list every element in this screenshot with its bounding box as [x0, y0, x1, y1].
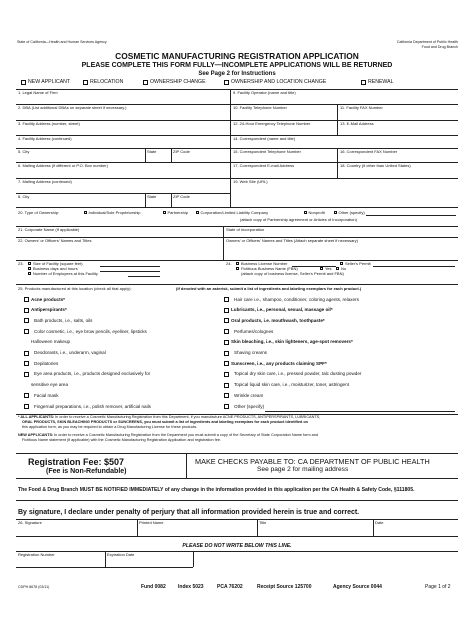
- left-product-label: Fingernail preparations, i.e., polish remover, artificial nails: [34, 403, 151, 409]
- all-applicants-text-3: this application form, as you may be required to obtain a Drug Manufacturing License for these products.: [22, 425, 198, 429]
- rule: [16, 519, 458, 520]
- right-product-label: Topical dry skin care, i.e., pressed powder, talc dusting powder: [234, 371, 362, 377]
- field-24-number: 24.: [226, 261, 232, 266]
- field-23-number: 23.: [18, 261, 24, 266]
- ownership-other-checkbox[interactable]: [334, 211, 337, 214]
- ownership-location-checkbox[interactable]: [224, 80, 229, 85]
- left-product-label: Antiperspirants*: [31, 307, 67, 313]
- date-field[interactable]: Date: [375, 520, 384, 525]
- right-product-checkbox[interactable]: [224, 404, 229, 409]
- form-title: COSMETIC MANUFACTURING REGISTRATION APPLICATION: [115, 51, 359, 61]
- title-field[interactable]: Title: [259, 520, 267, 525]
- rule: [16, 551, 458, 552]
- right-product-label: Skin bleaching, i.e., skin lighteners, age-spot removers*: [231, 339, 353, 345]
- rule: [337, 148, 338, 178]
- ownership-individual-label: Individual/Sole Proprietorship: [88, 210, 141, 215]
- left-product-checkbox[interactable]: [24, 329, 29, 334]
- renewal-label: RENEWAL: [368, 79, 394, 85]
- sellers-permit-label: Seller's Permit: [345, 261, 371, 266]
- right-product-checkbox[interactable]: [224, 340, 229, 345]
- ownership-attach-note: (attach copy of Partnership agreement or Articles of Incorporation): [240, 217, 357, 222]
- right-product-checkbox[interactable]: [224, 351, 229, 356]
- left-product-label: Depilatories: [34, 360, 59, 366]
- agency-source: Agency Source 0044: [333, 584, 382, 590]
- right-product-label: Oral products, i.e. mouthwash, toothpaste*: [231, 317, 325, 323]
- all-applicants-text-1: In order to receive a Cosmetic Manufacturing Registration from this Department, if you manufacture ACNE PRODUCTS, ANTIPERSPIRANTS, LUBRICANTS,: [55, 415, 321, 419]
- ownership-corporation-label: Corporation/Limited Liability Company: [200, 210, 269, 215]
- ownership-location-label: OWNERSHIP AND LOCATION CHANGE: [231, 79, 327, 85]
- signature-field[interactable]: 26. Signature: [18, 520, 42, 525]
- ownership-change-checkbox[interactable]: [143, 80, 148, 85]
- fee-non-refundable: (Fee is Non-Refundable): [46, 468, 127, 475]
- do-not-write-notice: PLEASE DO NOT WRITE BELOW THIS LINE.: [182, 543, 292, 549]
- rule: [193, 551, 194, 567]
- left-product-checkbox[interactable]: [24, 404, 29, 409]
- all-applicants-label: * ALL APPLICANTS:: [18, 415, 55, 419]
- left-product-label: Acne products*: [31, 296, 65, 302]
- ownership-corporation-checkbox[interactable]: [196, 211, 199, 214]
- pca-code: PCA 76202: [217, 584, 243, 590]
- right-product-checkbox[interactable]: [224, 361, 229, 366]
- checks-payable: MAKE CHECKS PAYABLE TO: CA DEPARTMENT OF PUBLIC HEALTH: [195, 457, 430, 466]
- field-facility-operator[interactable]: 9. Facility Operator (name and title): [233, 90, 296, 95]
- left-product-checkbox[interactable]: [24, 351, 29, 356]
- fbn-label: Fictitious Business Name (FBN): [241, 266, 298, 271]
- left-product-checkbox[interactable]: [24, 297, 29, 302]
- sellers-permit-checkbox[interactable]: [340, 262, 343, 265]
- field-country[interactable]: 18. Country (if other than United States): [340, 163, 411, 168]
- field-mailing-state[interactable]: State: [147, 194, 157, 199]
- rule: [16, 478, 458, 479]
- rule: [16, 500, 458, 501]
- business-license-label: Business License Number: [241, 261, 288, 266]
- left-product-label: Eye area products, i.e., products designed exclusively for: [34, 371, 151, 377]
- expiration-date-field: Expiration Date: [107, 552, 135, 557]
- right-product-label: Wrinkle cream: [234, 392, 264, 398]
- printed-name-field[interactable]: Printed Name: [139, 520, 164, 525]
- page-number: Page 1 of 2: [425, 584, 451, 590]
- new-applicants-text-1: In order to receive a Cosmetic Manufacturing Registration from the Department you must submit a copy of the Secretary of State Corporation Name form and: [54, 433, 319, 437]
- rule: [16, 207, 458, 208]
- ownership-partnership-checkbox[interactable]: [163, 211, 166, 214]
- fbn-yes-checkbox[interactable]: [320, 267, 323, 270]
- right-product-checkbox[interactable]: [224, 308, 229, 313]
- relocation-label: RELOCATION: [90, 79, 124, 85]
- field-state[interactable]: State: [147, 149, 157, 154]
- ownership-nonprofit-checkbox[interactable]: [304, 211, 307, 214]
- field-corporate-name[interactable]: 21. Corporate Name (If applicable): [18, 227, 80, 232]
- agency-name: State of California—Health and Human Services Agency: [17, 40, 107, 44]
- fbn-no-label: No: [341, 266, 347, 271]
- field-email[interactable]: 13. E-Mail Address: [340, 121, 374, 126]
- right-product-checkbox[interactable]: [224, 318, 229, 323]
- new-applicants-label: NEW APPLICANTS:: [18, 433, 54, 437]
- right-product-label: Perfumes/colognes: [234, 328, 274, 334]
- rule: [145, 148, 146, 162]
- field-dba[interactable]: 2. DBA (List additional DBAs on separate sheet if necessary.): [18, 105, 127, 110]
- business-hours-line[interactable]: [100, 271, 160, 272]
- facility-size-checkbox[interactable]: [28, 262, 31, 265]
- right-product-checkbox[interactable]: [224, 393, 229, 398]
- department-name: California Department of Public Health: [396, 40, 458, 44]
- mailing-address-note: See page 2 for mailing address: [257, 466, 349, 473]
- right-product-checkbox[interactable]: [224, 329, 229, 334]
- sellers-permit-line[interactable]: [373, 266, 455, 267]
- field-legal-name[interactable]: 1. Legal Name of Firm: [18, 90, 58, 95]
- field-mailing-zip[interactable]: ZIP Code: [173, 194, 190, 199]
- ownership-partnership-label: Partnership: [167, 210, 188, 215]
- field-state-incorporation[interactable]: State of Incorporation: [226, 227, 265, 232]
- field-zip[interactable]: ZIP Code: [173, 149, 190, 154]
- right-product-label: Hair care i.e., shampoo, conditioner, coloring agents, relaxers: [234, 296, 359, 302]
- right-product-label: Other (specify): [234, 403, 265, 409]
- field-correspondent-email[interactable]: 17. Correspondent E-mail Address: [233, 163, 295, 168]
- fbn-no-checkbox[interactable]: [336, 267, 339, 270]
- rule: [105, 551, 106, 567]
- field-city[interactable]: 5. City: [18, 149, 30, 154]
- rule: [145, 193, 146, 207]
- left-product-label: Bath products, i.e., salts, oils: [34, 317, 93, 323]
- field-owners-right[interactable]: Owners' or Officers' Names and Titles (Attach separate sheet if necessary): [226, 238, 358, 243]
- left-product-label: Facial mask: [34, 392, 59, 398]
- right-product-label: Shaving creams: [234, 350, 267, 355]
- right-product-label: Sunscreen, i.e., any products claiming SPF*: [231, 360, 327, 366]
- right-product-checkbox[interactable]: [224, 383, 229, 388]
- field-facility-phone[interactable]: 10. Facility Telephone Number: [233, 105, 287, 110]
- rule: [171, 148, 172, 162]
- rule: [186, 453, 187, 478]
- field-correspondent[interactable]: 14. Correspondent (name and title): [233, 136, 296, 141]
- all-applicants-text-2: ORAL PRODUCTS, SKIN BLEACHING PRODUCTS or SUNCREENS, you must submit a list of ingredients and labeling exemplars for each product identified on: [22, 420, 308, 424]
- new-applicant-label: NEW APPLICANT: [28, 79, 71, 85]
- field-facility-fax[interactable]: 11. Facility FAX Number: [340, 105, 383, 110]
- new-applicant-checkbox[interactable]: [21, 80, 26, 85]
- left-product-checkbox[interactable]: [24, 393, 29, 398]
- business-hours-checkbox[interactable]: [28, 267, 31, 270]
- other-specify-line[interactable]: [265, 411, 455, 412]
- ownership-change-label: OWNERSHIP CHANGE: [150, 79, 206, 85]
- notify-statement: The Food & Drug Branch MUST BE NOTIFIED IMMEDIATELY of any change in the information provided in this application per the CA Health & Safety Code, §111805.: [18, 487, 415, 493]
- field-owners[interactable]: 22. Owners' or Officers' Names and Titles: [18, 238, 92, 243]
- rule: [16, 148, 230, 149]
- left-product-label: Halloween makeup: [31, 339, 71, 345]
- left-product-label: Deodorants, i.e., underarm, vaginal: [34, 350, 106, 355]
- field-mailing-city[interactable]: 8. City: [18, 194, 30, 199]
- form-number: CDPH 8678 (03/11): [18, 585, 50, 589]
- field-emergency-phone[interactable]: 12. 24-Hour Emergency Telephone Number: [233, 121, 311, 126]
- registration-number-field: Registration Number: [18, 552, 55, 557]
- receipt-source: Receipt Source 125700: [257, 584, 312, 590]
- business-license-checkbox[interactable]: [236, 262, 239, 265]
- field-mailing-address[interactable]: 6. Mailing Address (if different or P.O. Box number): [18, 163, 108, 168]
- left-product-checkbox[interactable]: [24, 372, 29, 377]
- rule: [16, 536, 458, 537]
- field-website[interactable]: 19. Web Site (URL): [233, 179, 268, 184]
- index-code: Index 5023: [178, 584, 204, 590]
- instructions-note: See Page 2 for Instructions: [198, 71, 276, 77]
- new-applicants-text-2: Fictitious Name statement (if applicable) with the Cosmetic Manufacturing Registration Application and registration fee.: [22, 438, 222, 442]
- relocation-checkbox[interactable]: [83, 80, 88, 85]
- rule: [223, 226, 224, 260]
- right-product-label: Lubricants, i.e., personal, sexual, massage oil*: [231, 307, 333, 313]
- left-product-checkbox[interactable]: [24, 308, 29, 313]
- field-facility-address[interactable]: 3. Facility Address (number, street): [18, 121, 80, 126]
- branch-name: Food and Drug Branch: [421, 45, 458, 49]
- products-note: (If denoted with an asterisk, submit a list of ingredients and labeling exemplars for each product.): [176, 286, 362, 291]
- field-correspondent-fax[interactable]: 16. Correspondent FAX Number: [340, 149, 398, 154]
- attach-license-note: (attach copy of business license, Seller's Permit and FBN): [241, 271, 344, 276]
- rule: [16, 193, 230, 194]
- rule: [257, 519, 258, 536]
- rule: [16, 453, 458, 454]
- left-product-checkbox[interactable]: [24, 361, 29, 366]
- rule: [171, 193, 172, 207]
- rule: [137, 519, 138, 536]
- business-hours-label: Business days and hours: [33, 266, 78, 271]
- ownership-other-label: Other (specify): [338, 210, 365, 215]
- employees-checkbox[interactable]: [28, 272, 31, 275]
- left-product-label: sensitive eye area: [31, 382, 69, 388]
- left-product-label: Color cosmetic, i.e., eye brow pencils, eyeliner, lipsticks: [34, 328, 147, 334]
- perjury-statement: By signature, I declare under penalty of perjury that all information provided herein is true and correct.: [18, 509, 360, 516]
- form-subtitle: PLEASE COMPLETE THIS FORM FULLY—INCOMPLETE APPLICATIONS WILL BE RETURNED: [81, 62, 393, 69]
- right-product-label: Topical liquid skin care, i.e., moisturizer, toner, astringent: [234, 382, 349, 388]
- rule: [16, 284, 458, 285]
- fbn-checkbox[interactable]: [236, 267, 239, 270]
- field-correspondent-phone[interactable]: 15. Correspondent Telephone Number: [233, 149, 301, 154]
- fund-code: Fund 0082: [141, 584, 166, 590]
- field-mailing-address-cont[interactable]: 7. Mailing Address (continued): [18, 179, 72, 184]
- field-facility-address-cont[interactable]: 4. Facility Address (continued): [18, 136, 72, 141]
- employees-line[interactable]: [128, 276, 160, 277]
- fbn-yes-label: Yes: [325, 266, 332, 271]
- right-product-checkbox[interactable]: [224, 372, 229, 377]
- ownership-nonprofit-label: Nonprofit: [308, 210, 325, 215]
- rule: [16, 567, 193, 568]
- products-heading: 25. Products manufactured at this location (check all that apply):: [18, 286, 132, 291]
- renewal-checkbox[interactable]: [361, 80, 366, 85]
- ownership-individual-checkbox[interactable]: [84, 211, 87, 214]
- left-product-checkbox[interactable]: [24, 318, 29, 323]
- employees-label: Number of Employees at this Facility: [33, 271, 98, 276]
- registration-fee: Registration Fee: $507: [28, 457, 125, 467]
- ownership-other-line[interactable]: [366, 215, 456, 216]
- rule: [373, 519, 374, 536]
- facility-size-label: Size of Facility (square feet): [33, 261, 83, 266]
- facility-size-line[interactable]: [100, 266, 160, 267]
- field-ownership-label: 20. Type of Ownership:: [18, 210, 60, 215]
- right-product-checkbox[interactable]: [224, 297, 229, 302]
